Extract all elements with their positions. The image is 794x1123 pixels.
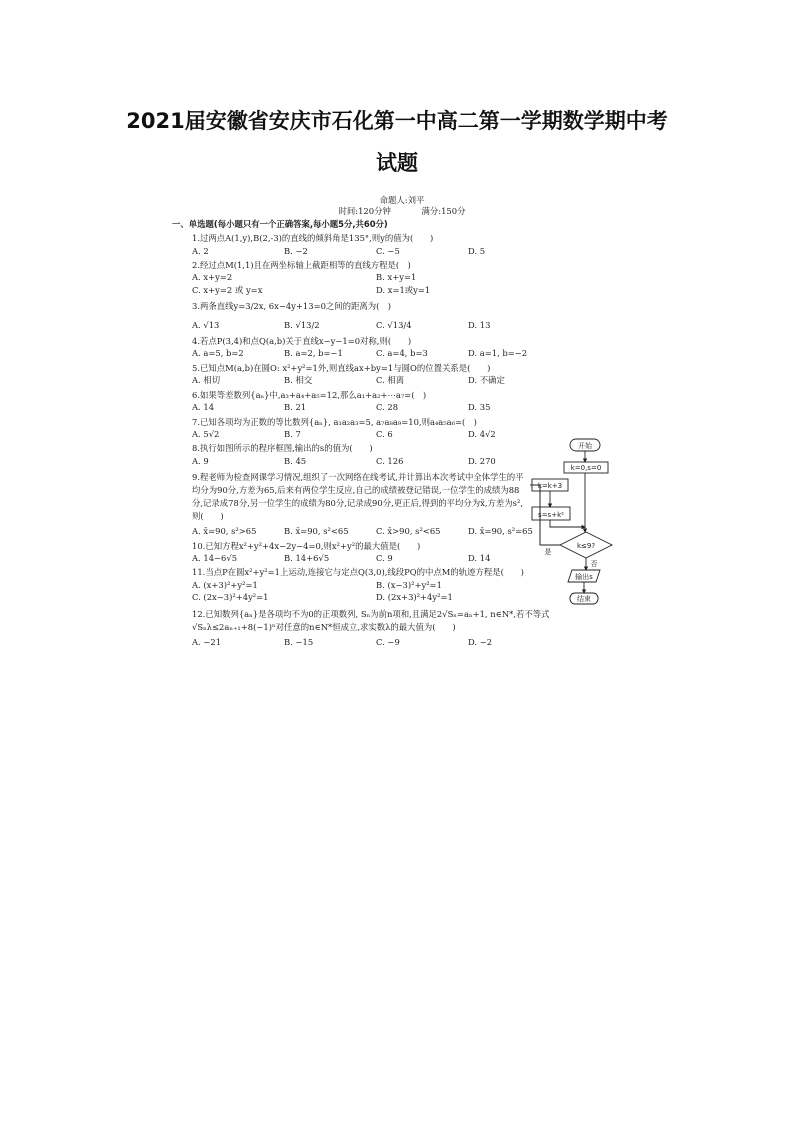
option: A. 2 <box>192 245 209 256</box>
option: D. x̄=90, s²=65 <box>468 526 533 537</box>
question-1: 1.过两点A(1,y),B(2,-3)的直线的倾斜角是135°,则y的值为( ) <box>192 233 434 244</box>
option: C. 6 <box>376 428 393 439</box>
option: D. 35 <box>468 402 491 413</box>
option: B. −15 <box>284 636 314 647</box>
question-12: 12.已知数列{aₙ}是各项均不为0的正项数列, Sₙ为前n项和,且满足2√Sₙ=aₙ+1, n∈N*,若不等式√Sₙλ≤2aₙ₊₁+8(−1)ⁿ对任意的n∈N*恒成立,求实数λ的最大值为( ) <box>192 608 550 632</box>
options-1 <box>192 247 632 255</box>
time-score-line <box>172 207 632 215</box>
option: B. 相交 <box>284 375 313 386</box>
question-10: 10.已知方程x²+y²+4x−2y−4=0,则x²+y²的最大值是( ) <box>192 540 421 551</box>
option: C. 9 <box>376 553 393 563</box>
question-8: 8.执行如图所示的程序框图,输出的s的值为( ) <box>192 443 373 454</box>
title-line-2: 试题 <box>376 151 418 175</box>
option: A. a=5, b=2 <box>192 348 244 359</box>
option: C. 相离 <box>376 375 405 386</box>
option: A. x+y=2 <box>192 272 233 283</box>
flow-start-text: 开始 <box>578 442 592 450</box>
section-heading: 一、单选题(每小题只有一个正确答案,每小题5分,共60分) <box>172 218 388 229</box>
option: A. 14 <box>192 402 215 413</box>
question-4: 4.若点P(3,4)和点Q(a,b)关于直线x−y−1=0对称,则( ) <box>192 336 412 347</box>
option: B. a=2, b=−1 <box>284 348 343 359</box>
option: D. a=1, b=−2 <box>468 348 528 359</box>
option: B. x+y=1 <box>376 272 417 283</box>
flow-end-text: 结束 <box>577 595 591 603</box>
option: C. (2x−3)²+4y²=1 <box>192 592 269 603</box>
option: A. (x+3)²+y²=1 <box>192 579 258 590</box>
option: C. x̄>90, s²<65 <box>376 526 441 537</box>
option: D. −2 <box>468 636 493 647</box>
option: B. x̄=90, s²<65 <box>284 526 349 537</box>
author-line: 命题人:刘平 <box>379 195 425 205</box>
option: C. 126 <box>376 455 404 466</box>
exam-time: 时间:120分钟 <box>338 206 391 217</box>
option: D. 4√2 <box>468 428 496 439</box>
option: C. 28 <box>376 402 399 413</box>
option: B. 7 <box>284 428 301 439</box>
program-flowchart <box>530 437 620 607</box>
flow-yes-label: 是 <box>544 548 552 556</box>
option: C. −5 <box>376 245 400 256</box>
option: A. 相切 <box>192 375 221 386</box>
title-line-1: 2021届安徽省安庆市石化第一中高二第一学期数学期中考 <box>126 109 668 133</box>
options-3 <box>192 321 632 329</box>
option: D. 5 <box>468 245 486 256</box>
flow-output-text: 输出s <box>575 573 593 581</box>
option: D. 13 <box>468 319 491 330</box>
option: C. −9 <box>376 636 400 647</box>
question-7: 7.已知各项均为正数的等比数列{aₙ}, a₁a₂a₃=5, a₇a₈a₉=10,则a₄a₅a₆=( ) <box>192 416 477 427</box>
options-6 <box>192 403 632 411</box>
options-2 <box>192 273 632 294</box>
option: D. 270 <box>468 455 496 466</box>
option: D. x=1或y=1 <box>376 284 431 295</box>
options-5 <box>192 376 632 384</box>
exam-score: 满分:150分 <box>421 206 466 217</box>
question-5: 5.已知点M(a,b)在圆O: x²+y²=1外,则直线ax+by=1与圆O的位置关系是( ) <box>192 362 491 373</box>
option: B. 14+6√5 <box>284 553 330 563</box>
flow-cond-text: k≤9? <box>576 542 596 550</box>
question-9: 9.程老师为检查网课学习情况,组织了一次网络在线考试,并计算出本次考试中全体学生的平均分为90分,方差为65,后来有两位学生反应,自己的成绩被登记错误,一位学生的成绩为88分,记录成78分,另一位学生的成绩为80分,记录成90分,更正后,得到的平均分为x̄,方差为s²,则( ) <box>192 472 524 522</box>
options-12 <box>192 638 632 646</box>
option: B. √13/2 <box>284 319 320 330</box>
option: D. (2x+3)²+4y²=1 <box>376 592 453 603</box>
question-11: 11.当点P在圆x²+y²=1上运动,连接它与定点Q(3,0),线段PQ的中点M的轨迹方程是( ) <box>192 567 524 578</box>
flow-init-text: k=0,s=0 <box>570 464 602 472</box>
option: A. √13 <box>192 319 220 330</box>
option: B. 21 <box>284 402 307 413</box>
question-2: 2.经过点M(1,1)且在两坐标轴上截距相等的直线方程是( ) <box>192 260 411 271</box>
option: C. √13/4 <box>376 319 412 330</box>
option: C. x+y=2 或 y=x <box>192 284 263 295</box>
option: B. 45 <box>284 455 307 466</box>
options-4 <box>192 349 632 357</box>
question-3: 3.两条直线y=3/2x, 6x−4y+13=0之间的距离为( ) <box>192 301 392 312</box>
flow-step2-text: s=s+k² <box>538 511 564 519</box>
option: B. (x−3)²+y²=1 <box>376 579 442 590</box>
option: C. a=4, b=3 <box>376 348 428 359</box>
option: A. x̄=90, s²>65 <box>192 526 257 537</box>
option: B. −2 <box>284 245 308 256</box>
option: A. −21 <box>192 636 222 647</box>
option: A. 14−6√5 <box>192 553 238 563</box>
option: A. 9 <box>192 455 209 466</box>
flow-step1-text: k=k+3 <box>537 482 563 490</box>
option: D. 不确定 <box>468 375 505 386</box>
question-6: 6.如果等差数列{aₙ}中,a₃+a₄+a₅=12,那么a₁+a₂+⋯a₇=( ) <box>192 389 427 400</box>
option: D. 14 <box>468 553 491 563</box>
option: A. 5√2 <box>192 428 220 439</box>
flow-no-label: 否 <box>590 560 598 568</box>
